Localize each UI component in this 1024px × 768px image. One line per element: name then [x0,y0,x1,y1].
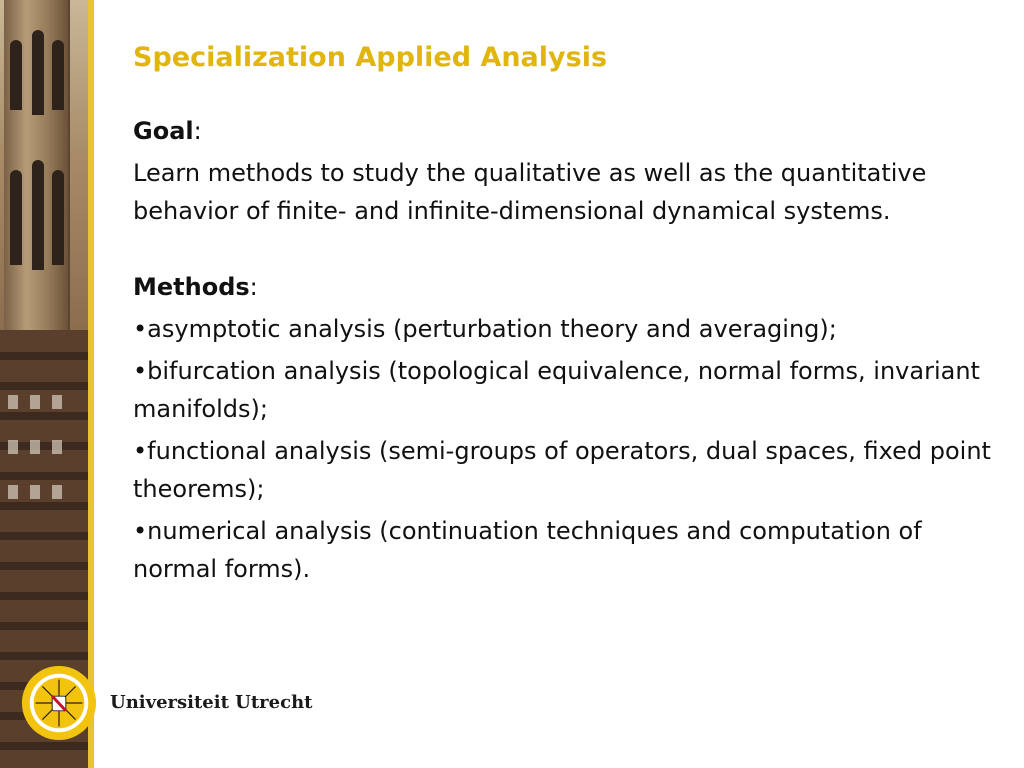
slide-title: Specialization Applied Analysis [133,42,608,73]
method-item: •numerical analysis (continuation techniques and computation of normal forms). [133,517,922,583]
gold-divider-line [88,0,94,768]
university-seal-logo [20,664,98,742]
house-window [52,485,62,499]
house-window [8,440,18,454]
tower-window [52,170,64,265]
cathedral-photo [0,0,88,768]
methods-colon: : [249,273,258,301]
house-window [30,485,40,499]
tower-window [52,40,64,110]
method-item: •bifurcation analysis (topological equivalence, normal forms, invariant manifolds); [133,357,980,423]
tower-window [10,170,22,265]
methods-label: Methods [133,273,250,301]
goal-label: Goal [133,117,194,145]
sun-rays-icon [22,666,96,740]
goal-heading [133,112,993,150]
house-window [8,395,18,409]
house-window [30,440,40,454]
house-window [52,395,62,409]
house-window [30,395,40,409]
house-window [8,485,18,499]
house-window [52,440,62,454]
university-name: Universiteit Utrecht [110,692,313,713]
spacer [133,234,993,268]
tower-window [10,40,22,110]
slide-content [133,112,993,592]
tower-window [32,160,44,270]
methods-heading [133,268,993,306]
tower-window [32,30,44,115]
goal-colon: : [193,117,202,145]
method-item: •asymptotic analysis (perturbation theory and averaging); [133,315,837,343]
method-item: •functional analysis (semi-groups of operators, dual spaces, fixed point theorems); [133,437,991,503]
goal-text: Learn methods to study the qualitative as well as the quantitative behavior of finite- and infinite-dimensional dynamical systems. [133,159,927,225]
